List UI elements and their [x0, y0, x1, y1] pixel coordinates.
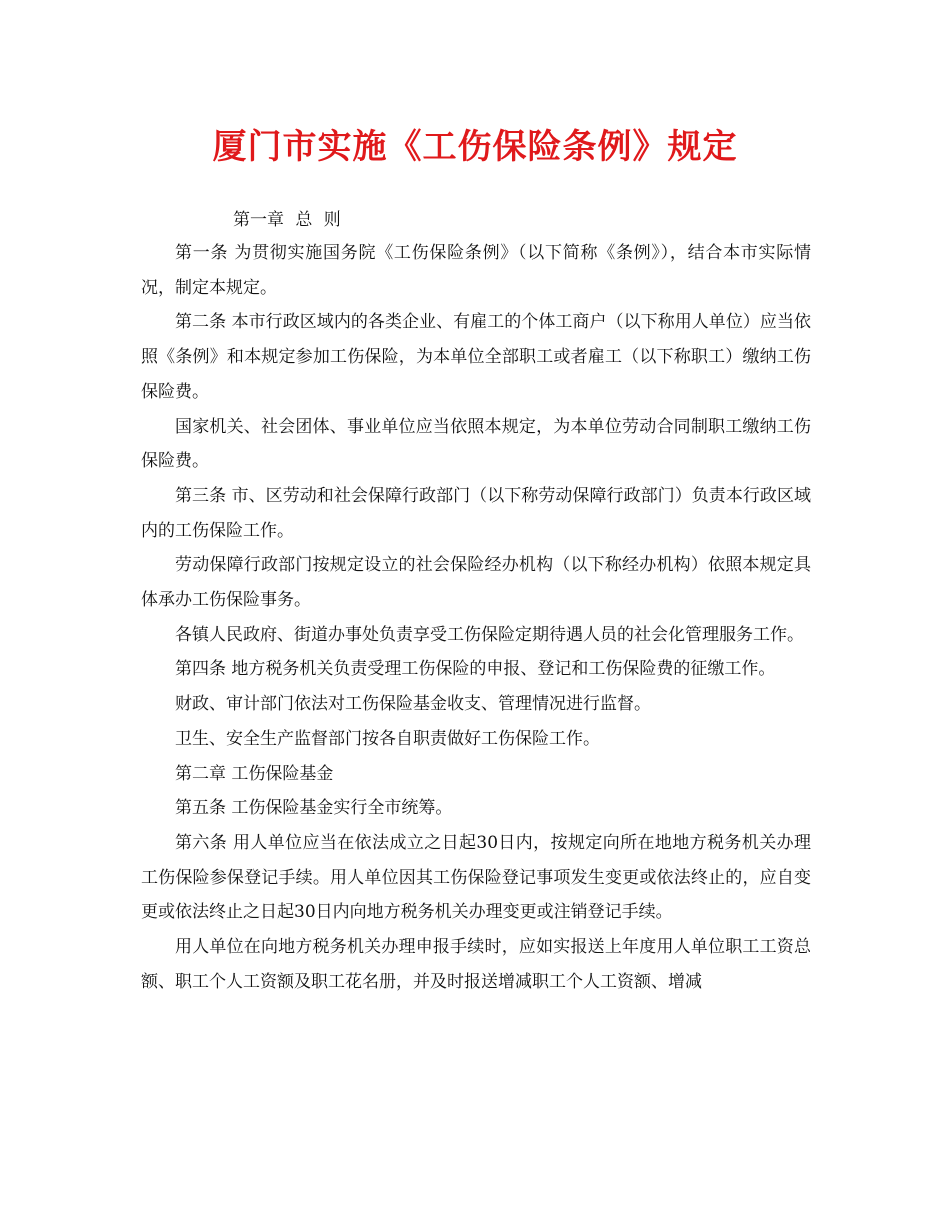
paragraph: 国家机关、社会团体、事业单位应当依照本规定，为本单位劳动合同制职工缴纳工伤保险费。: [141, 416, 811, 472]
chapter-2-heading: 第二章 工伤保险基金: [175, 763, 334, 784]
document-body: [141, 236, 811, 999]
document-title: 厦门市实施《工伤保险条例》规定: [212, 127, 738, 167]
paragraph-article-6: 第六条 用人单位应当在依法成立之日起30日内，按规定向所在地地方税务机关办理工伤保险参保登记手续。用人单位因其工伤保险登记事项发生变更或依法终止的，应自变更或依法终止之日起30日内向地方税务机关办理变更或注销登记手续。: [141, 832, 811, 923]
paragraph: 劳动保障行政部门按规定设立的社会保险经办机构（以下称经办机构）依照本规定具体承办工伤保险事务。: [141, 555, 811, 611]
paragraph-article-1: 第一条 为贯彻实施国务院《工伤保险条例》（以下简称《条例》），结合本市实际情况，制定本规定。: [141, 243, 811, 298]
paragraph-article-2: 第二条 本市行政区域内的各类企业、有雇工的个体工商户（以下称用人单位）应当依照《条例》和本规定参加工伤保险，为本单位全部职工或者雇工（以下称职工）缴纳工伤保险费。: [141, 312, 811, 402]
paragraph-article-3: 第三条 市、区劳动和社会保障行政部门（以下称劳动保障行政部门）负责本行政区域内的工伤保险工作。: [141, 485, 811, 541]
paragraph-article-5: 第五条 工伤保险基金实行全市统筹。: [175, 798, 453, 819]
paragraph-article-4: 第四条 地方税务机关负责受理工伤保险的申报、登记和工伤保险费的征缴工作。: [175, 659, 776, 680]
paragraph: 用人单位在向地方税务机关办理申报手续时，应如实报送上年度用人单位职工工资总额、职工个人工资额及职工花名册，并及时报送增减职工个人工资额、增减: [141, 937, 811, 992]
paragraph: 财政、审计部门依法对工伤保险基金收支、管理情况进行监督。: [175, 694, 651, 715]
chapter-1-heading: 第一章 总 则: [233, 210, 341, 230]
paragraph: 卫生、安全生产监督部门按各自职责做好工伤保险工作。: [175, 728, 600, 749]
paragraph: 各镇人民政府、街道办事处负责享受工伤保险定期待遇人员的社会化管理服务工作。: [175, 624, 804, 645]
